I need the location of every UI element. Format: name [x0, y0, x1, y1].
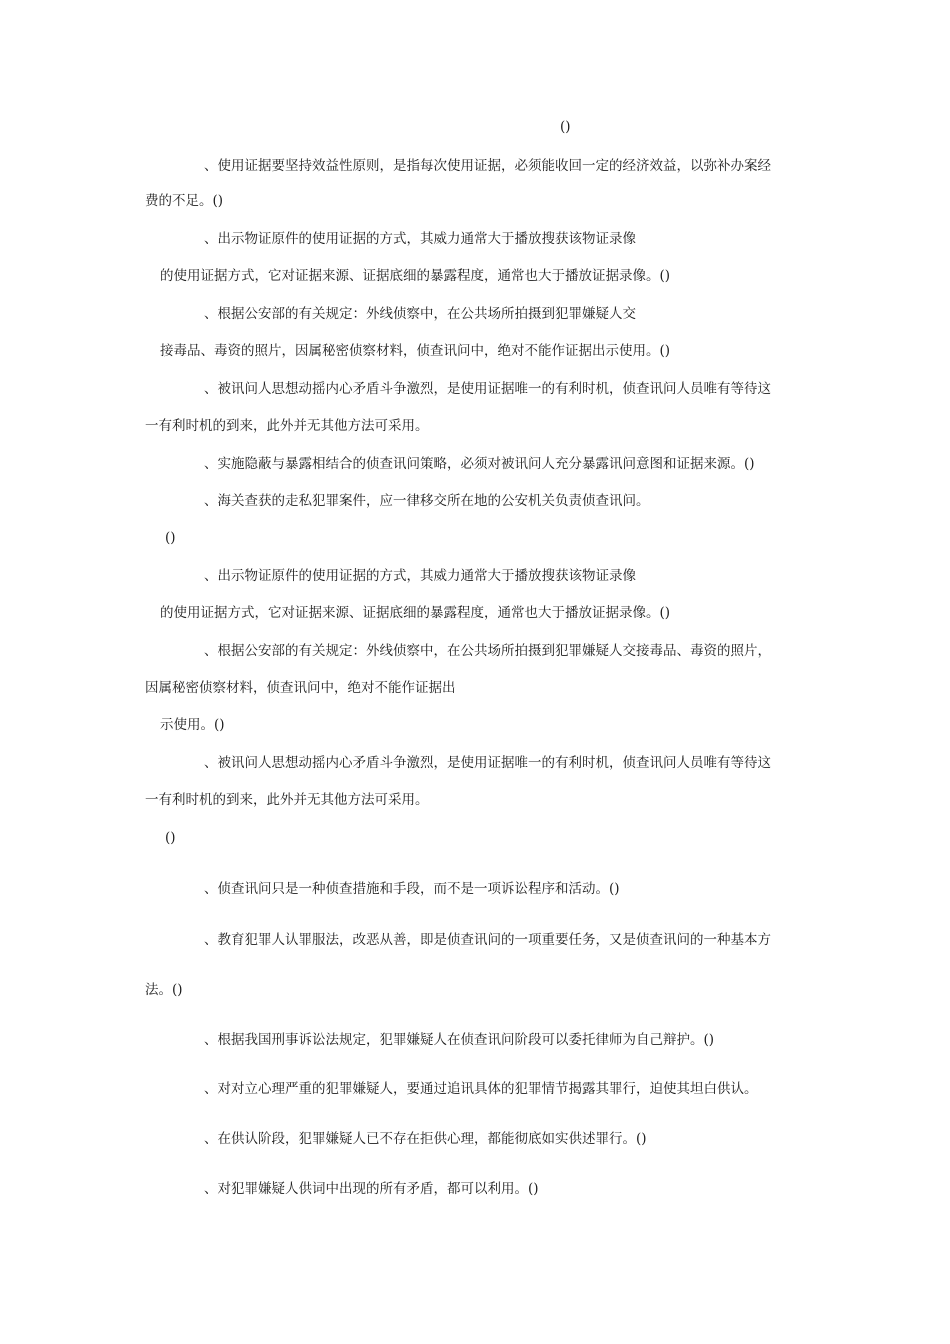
text-line: 、出示物证原件的使用证据的方式，其威力通常大于播放搜获该物证录像 [204, 568, 636, 584]
text-line: () [165, 830, 176, 846]
text-line: 、根据公安部的有关规定：外线侦察中，在公共场所拍摄到犯罪嫌疑人交接毒品、毒资的照片， [204, 643, 771, 659]
text-line: 、侦查讯问只是一种侦查措施和手段，而不是一项诉讼程序和活动。() [204, 881, 620, 897]
text-line: 、根据我国刑事诉讼法规定，犯罪嫌疑人在侦查讯问阶段可以委托律师为自己辩护。() [204, 1032, 715, 1048]
text-line: 、根据公安部的有关规定：外线侦察中，在公共场所拍摄到犯罪嫌疑人交 [204, 306, 636, 322]
text-line: 一有利时机的到来，此外并无其他方法可采用。 [145, 418, 429, 434]
text-line: 、出示物证原件的使用证据的方式，其威力通常大于播放搜获该物证录像 [204, 231, 636, 247]
text-line: () [165, 530, 176, 546]
text-line: 法。() [145, 982, 183, 998]
text-line: 一有利时机的到来，此外并无其他方法可采用。 [145, 792, 429, 808]
text-line: 、海关查获的走私犯罪案件，应一律移交所在地的公安机关负责侦查讯问。 [204, 493, 650, 509]
text-line: () [560, 119, 571, 135]
text-line: 、被讯问人思想动摇内心矛盾斗争激烈，是使用证据唯一的有利时机，侦查讯问人员唯有等待这 [204, 381, 771, 397]
text-line: 、对犯罪嫌疑人供词中出现的所有矛盾，都可以利用。() [204, 1181, 539, 1197]
text-line: 因属秘密侦察材料，侦查讯问中，绝对不能作证据出 [145, 680, 456, 696]
text-line: 的使用证据方式，它对证据来源、证据底细的暴露程度，通常也大于播放证据录像。() [160, 605, 671, 621]
text-line: 费的不足。() [145, 193, 224, 209]
text-line: 、使用证据要坚持效益性原则，是指每次使用证据，必须能收回一定的经济效益，以弥补办案经 [204, 158, 771, 174]
text-line: 、被讯问人思想动摇内心矛盾斗争激烈，是使用证据唯一的有利时机，侦查讯问人员唯有等待这 [204, 755, 771, 771]
text-line: 的使用证据方式，它对证据来源、证据底细的暴露程度，通常也大于播放证据录像。() [160, 268, 671, 284]
text-line: 接毒品、毒资的照片，因属秘密侦察材料，侦查讯问中，绝对不能作证据出示使用。() [160, 343, 671, 359]
text-line: 、教育犯罪人认罪服法，改恶从善，即是侦查讯问的一项重要任务，又是侦查讯问的一种基本方 [204, 932, 771, 948]
text-line: 示使用。() [160, 717, 225, 733]
text-line: 、在供认阶段，犯罪嫌疑人已不存在拒供心理，都能彻底如实供述罪行。() [204, 1131, 647, 1147]
text-line: 、对对立心理严重的犯罪嫌疑人，要通过追讯具体的犯罪情节揭露其罪行，迫使其坦白供认。 [204, 1081, 758, 1097]
text-line: 、实施隐蔽与暴露相结合的侦查讯问策略，必须对被讯问人充分暴露讯问意图和证据来源。() [204, 456, 755, 472]
